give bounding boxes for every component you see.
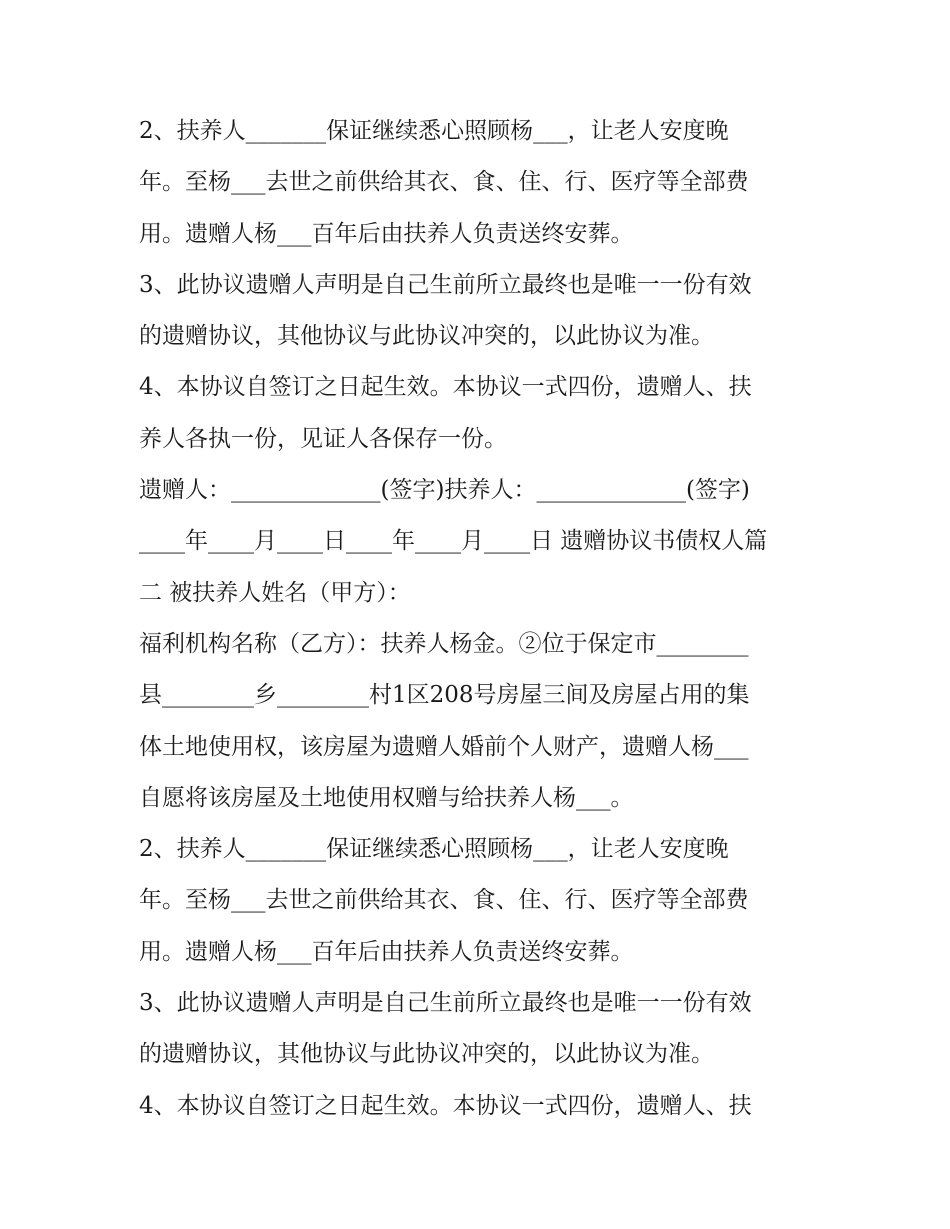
- text-line-5: 的遗赠协议，其他协议与此协议冲突的，以此协议为准。: [139, 323, 714, 350]
- text-line-8: 遗赠人：_____________(签字)扶养人：_____________(签字): [139, 477, 750, 504]
- text-line-14: 自愿将该房屋及土地使用权赠与给扶养人杨___。: [139, 784, 634, 811]
- document-body: [139, 106, 819, 1132]
- text-line-13: 体土地使用权，该房屋为遗赠人婚前个人财产，遗赠人杨___: [139, 733, 749, 760]
- text-line-20: 4、本协议自签订之日起生效。本协议一式四份，遗赠人、扶: [139, 1092, 752, 1119]
- text-line-6: 4、本协议自签订之日起生效。本协议一式四份，遗赠人、扶: [139, 374, 752, 401]
- text-line-17: 用。遗赠人杨___百年后由扶养人负责送终安葬。: [139, 938, 634, 965]
- text-line-7: 养人各执一份，见证人各保存一份。: [139, 425, 507, 452]
- text-line-9: ____年____月____日____年____月____日 遗赠协议书债权人篇: [139, 528, 768, 555]
- text-line-2: 年。至杨___去世之前供给其衣、食、住、行、医疗等全部费: [139, 169, 749, 196]
- text-line-4: 3、此协议遗赠人声明是自己生前所立最终也是唯一一份有效: [139, 271, 752, 298]
- text-line-16: 年。至杨___去世之前供给其衣、食、住、行、医疗等全部费: [139, 887, 749, 914]
- text-line-10: 二 被扶养人姓名（甲方）：: [139, 579, 411, 606]
- text-line-15: 2、扶养人_______保证继续悉心照顾杨___，让老人安度晚: [139, 836, 729, 863]
- text-line-19: 的遗赠协议，其他协议与此协议冲突的，以此协议为准。: [139, 1041, 714, 1068]
- text-line-11: 福利机构名称（乙方）：扶养人杨金。②位于保定市________: [139, 630, 749, 657]
- text-line-12: 县________乡________村1区208号房屋三间及房屋占用的集: [139, 682, 750, 709]
- text-line-1: 2、扶养人_______保证继续悉心照顾杨___，让老人安度晚: [139, 118, 729, 144]
- text-line-3: 用。遗赠人杨___百年后由扶养人负责送终安葬。: [139, 220, 634, 247]
- text-line-18: 3、此协议遗赠人声明是自己生前所立最终也是唯一一份有效: [139, 990, 752, 1017]
